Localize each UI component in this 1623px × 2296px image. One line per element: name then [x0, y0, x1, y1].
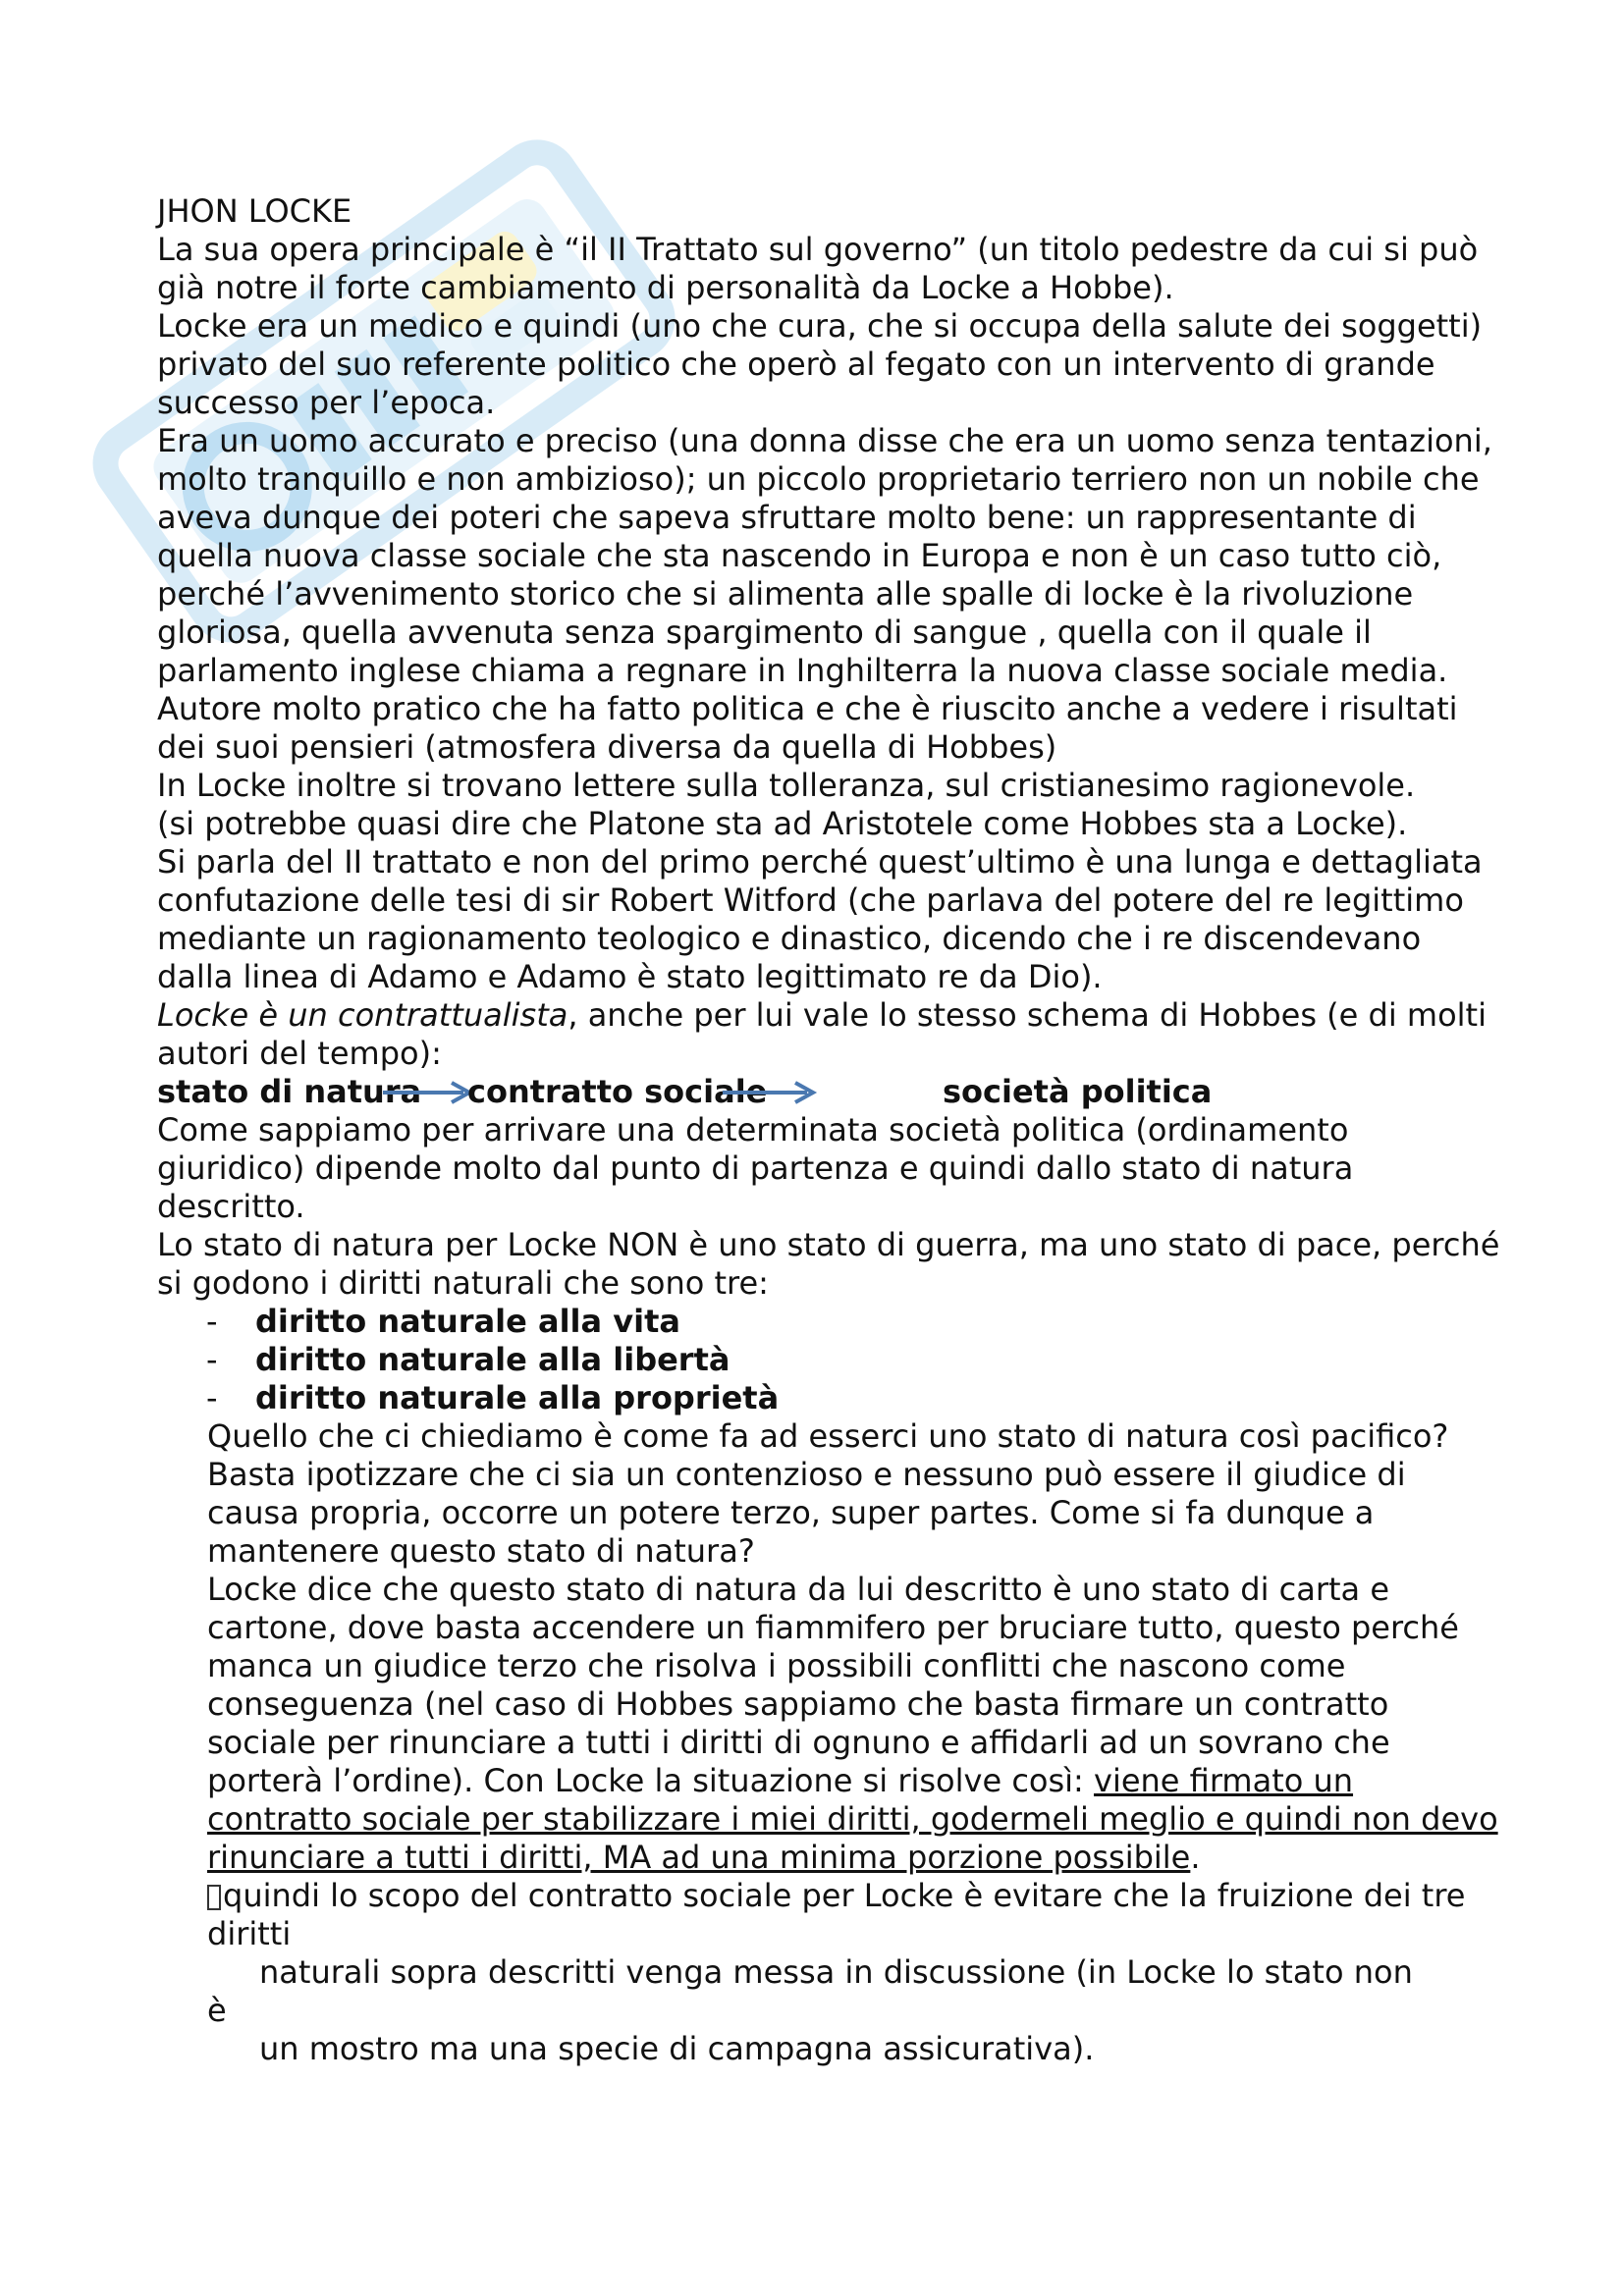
bullet-dash: - [206, 1341, 218, 1378]
bullet-dash: - [206, 1379, 218, 1416]
rights-list [157, 1303, 1502, 1417]
list-item: - diritto naturale alla vita [206, 1303, 680, 1340]
schema-step-societa-politica: società politica [943, 1073, 1213, 1110]
arrow-right-icon [721, 1081, 819, 1104]
document-body [157, 192, 1502, 2068]
paragraph-domanda: Quello che ci chiediamo è come fa ad esserci uno stato di natura così pacifico? Basta ipotizzare che ci sia un contenzioso e nessuno può essere il giudice di causa propria, occorre un potere terzo, super partes. Come si fa dunque a mantenere questo stato di natura? [207, 1417, 1449, 1570]
paragraph-autore-pratico: Autore molto pratico che ha fatto politica e che è riuscito anche a vedere i risultati dei suoi pensieri (atmosfera diversa da quella di Hobbes) [157, 690, 1458, 766]
paragraph-scopo-line-2: naturali sopra descritti venga messa in discussione (in Locke lo stato non [259, 1953, 1413, 1991]
list-item: - diritto naturale alla libertà [206, 1341, 730, 1378]
paragraph-scopo-line-1: quindi lo scopo del contratto sociale per Locke è evitare che la fruizione dei tre diritti [207, 1877, 1466, 1952]
contrattualista-rest: , anche per lui vale lo stesso schema di Hobbes (e di molti autori del tempo): [157, 996, 1487, 1072]
paragraph-come-sappiamo: Come sappiamo per arrivare una determinata società politica (ordinamento giuridico) dipende molto dal punto di partenza e quindi dallo stato di natura descritto. [157, 1111, 1354, 1225]
schema-step-stato-di-natura: stato di natura [157, 1073, 422, 1110]
arrow-right-icon [381, 1081, 475, 1104]
missing-glyph-icon [207, 1885, 221, 1910]
contrattualista-italic: Locke è un contrattualista [157, 996, 568, 1034]
paragraph-scopo-line-4: un mostro ma una specie di campagna assicurativa). [259, 2030, 1095, 2067]
paragraph-medico: Locke era un medico e quindi (uno che cura, che si occupa della salute dei soggetti) privato del suo referente politico che operò al fegato con un intervento di grande successo per l’epoca. [157, 307, 1483, 421]
paragraph-platone: (si potrebbe quasi dire che Platone sta ad Aristotele come Hobbes sta a Locke). [157, 805, 1408, 842]
paragraph-scopo-line-3: è [207, 1992, 227, 2029]
schema-diagram [157, 1073, 1502, 1111]
paragraph-opera: La sua opera principale è “il II Trattato sul governo” (un titolo pedestre da cui si può già notre il forte cambiamento di personalità da Locke a Hobbe). [157, 231, 1479, 306]
paragraph-carattere: Era un uomo accurato e preciso (una donna disse che era un uomo senza tentazioni, molto tranquillo e non ambizioso); un piccolo proprietario terriero non un nobile che aveva dunque dei poteri che sapeva sfruttare molto bene: un rappresentante di quella nuova classe sociale che sta nascendo in Europa e non è un caso tutto ciò, perché l’avvenimento storico che si alimenta alle spalle di locke è la rivoluzione gloriosa, quella avvenuta senza spargimento di sangue , quella con il quale il parlamento inglese chiama a regnare in Inghilterra la nuova classe sociale media. [157, 422, 1492, 689]
paragraph-contrattualista [157, 996, 1502, 1073]
list-item: - diritto naturale alla proprietà [206, 1379, 780, 1416]
underlined-statement: viene firmato un contratto sociale per stabilizzare i miei diritti, godermeli meglio e quindi non devo rinunciare a tutti i diritti, MA ad una minima porzione possibile [207, 1762, 1498, 1876]
paragraph-lettere: In Locke inoltre si trovano lettere sulla tolleranza, sul cristianesimo ragionevole. [157, 767, 1416, 804]
paragraph-stato-di-pace: Lo stato di natura per Locke NON è uno stato di guerra, ma uno stato di pace, perché si godono i diritti naturali che sono tre: [157, 1226, 1500, 1302]
bullet-dash: - [206, 1303, 218, 1340]
schema-step-contratto-sociale: contratto sociale [467, 1073, 768, 1110]
paragraph-trattato: Si parla del II trattato e non del primo perché quest’ultimo è una lunga e dettagliata confutazione delle tesi di sir Robert Witford (che parlava del potere del re legittimo mediante un ragionamento teologico e dinastico, dicendo che i re discendevano dalla linea di Adamo e Adamo è stato legittimato re da Dio). [157, 843, 1483, 995]
document-title: JHON LOCKE [157, 192, 352, 230]
paragraph-carta-e-cartone: Locke dice che questo stato di natura da lui descritto è uno stato di carta e cartone, dove basta accendere un fiammifero per bruciare tutto, questo perché manca un giudice terzo che risolva i possibili conflitti che nascono come conseguenza (nel caso di Hobbes sappiamo che basta firmare un contratto sociale per rinunciare a tutti i diritti di ognuno e affidarli ad un sovrano che porterà l’ordine). Con Locke la situazione si risolve così: viene firmato un contratto sociale per stabilizzare i miei diritti, godermeli meglio e quindi non devo rinunciare a tutti i diritti, MA ad una minima porzione possibile. [207, 1571, 1498, 1876]
